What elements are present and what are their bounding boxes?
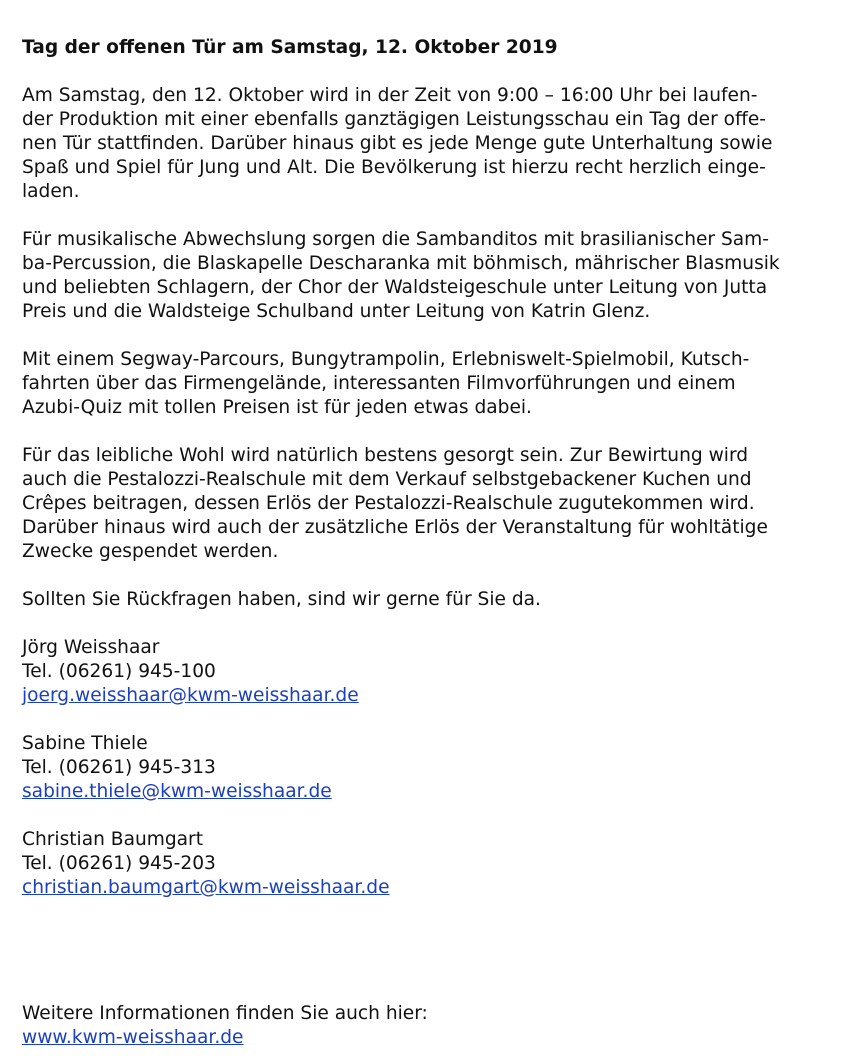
contact-email-link[interactable]: joerg.weisshaar@kwm-weisshaar.de [22, 685, 359, 706]
footer-text: Weitere Informationen finden Sie auch hier: [22, 1003, 428, 1024]
text-line: und beliebten Schlagern, der Chor der Waldsteigeschule unter Leitung von Jutta [22, 277, 768, 298]
text-line: laden. [22, 181, 80, 202]
website-link[interactable]: www.kwm-weisshaar.de [22, 1027, 244, 1048]
text-line: Für musikalische Abwechslung sorgen die Sambanditos mit brasilianischer Sam- [22, 229, 770, 250]
text-line: der Produktion mit einer ebenfalls ganztägigen Leistungsschau ein Tag der offe- [22, 109, 766, 130]
contact-email-link[interactable]: christian.baumgart@kwm-weisshaar.de [22, 877, 390, 898]
paragraph-catering [22, 444, 832, 564]
contact-phone: Tel. (06261) 945-100 [22, 661, 216, 682]
paragraph-questions [22, 588, 832, 612]
paragraph-intro [22, 84, 832, 204]
text-line: Darüber hinaus wird auch der zusätzliche Erlös der Veranstaltung für wohltätige [22, 517, 768, 538]
text-line: fahrten über das Firmengelände, interessanten Filmvorführungen und einem [22, 373, 736, 394]
text-line: Spaß und Spiel für Jung und Alt. Die Bevölkerung ist hierzu recht herzlich einge- [22, 157, 766, 178]
text-line: ba-Percussion, die Blaskapelle Descharanka mit böhmisch, mährischer Blasmusik [22, 253, 780, 274]
footer [22, 1002, 428, 1050]
contact-phone: Tel. (06261) 945-313 [22, 757, 216, 778]
contact-name: Jörg Weisshaar [22, 637, 160, 658]
contact-phone: Tel. (06261) 945-203 [22, 853, 216, 874]
document-body [22, 36, 832, 924]
text-line: Mit einem Segway-Parcours, Bungytrampolin, Erlebniswelt-Spielmobil, Kutsch- [22, 349, 750, 370]
contact-block [22, 732, 832, 804]
text-line: Preis und die Waldsteige Schulband unter Leitung von Katrin Glenz. [22, 301, 651, 322]
text-line: Am Samstag, den 12. Oktober wird in der Zeit von 9:00 – 16:00 Uhr bei laufen- [22, 85, 758, 106]
text-line: Sollten Sie Rückfragen haben, sind wir gerne für Sie da. [22, 589, 541, 610]
text-line: Azubi-Quiz mit tollen Preisen ist für jeden etwas dabei. [22, 397, 532, 418]
contact-email-link[interactable]: sabine.thiele@kwm-weisshaar.de [22, 781, 332, 802]
contact-block [22, 828, 832, 900]
text-line: nen Tür stattfinden. Darüber hinaus gibt es jede Menge gute Unterhaltung sowie [22, 133, 773, 154]
document-title: Tag der offenen Tür am Samstag, 12. Oktober 2019 [22, 37, 558, 58]
contact-name: Christian Baumgart [22, 829, 203, 850]
text-line: Zwecke gespendet werden. [22, 541, 279, 562]
paragraph-music [22, 228, 832, 324]
text-line: Crêpes beitragen, dessen Erlös der Pestalozzi-Realschule zugutekommen wird. [22, 493, 755, 514]
contact-block [22, 636, 832, 708]
text-line: Für das leibliche Wohl wird natürlich bestens gesorgt sein. Zur Bewirtung wird [22, 445, 749, 466]
contact-name: Sabine Thiele [22, 733, 148, 754]
paragraph-activities [22, 348, 832, 420]
text-line: auch die Pestalozzi-Realschule mit dem Verkauf selbstgebackener Kuchen und [22, 469, 752, 490]
